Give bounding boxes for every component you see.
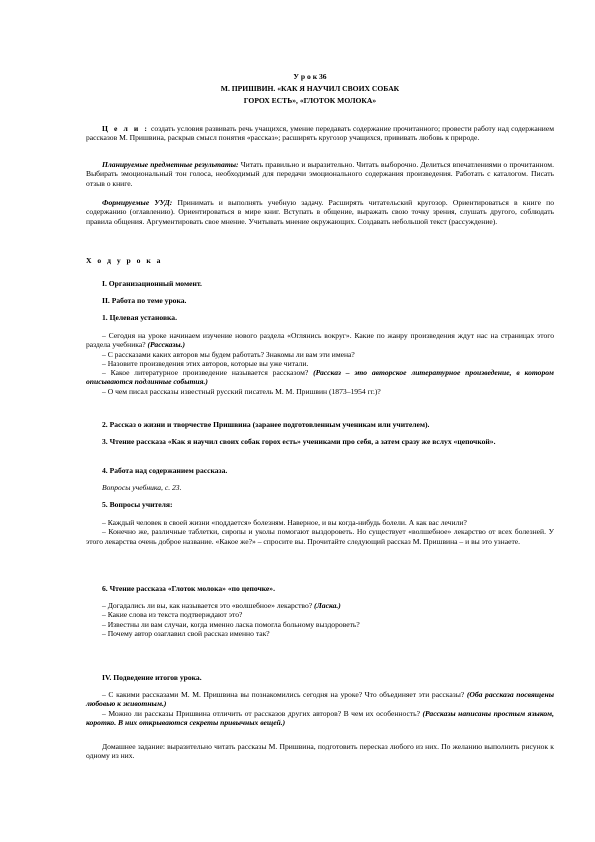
section-2-title: II. Работа по теме урока.: [102, 296, 187, 305]
section-1-title: I. Организационный момент.: [102, 279, 202, 288]
homework-paragraph: [86, 742, 554, 761]
para-1: – Сегодня на уроке начинаем изучение нового раздела «Оглянись вокруг». Какие по жанру произведения ждут нас на страницах этого раздела учебника?: [86, 331, 554, 350]
section-2-2: [86, 420, 554, 429]
goals-text: создать условия развивать речь учащихся, умение передавать содержание прочитанного; провести работу над содержанием рассказов М. Пришвина, раскрыв смысл понятия «рассказ»; расширять кругозор учащихся, прививать любовь к природе.: [86, 124, 554, 143]
textbook-questions: [86, 483, 554, 492]
question-5: – Известны ли вам случаи, когда именно ласка помогла больному выздороветь?: [102, 619, 360, 629]
section-2-4-title: 4. Работа над содержанием рассказа.: [102, 466, 228, 475]
question-2: – Конечно же, различные таблетки, сиропы и уколы помогают выздороветь. Но существует «волшебное» лекарство от всех болезней. У этого лекарства очень доброе название. «Какое же?» – спросите вы. Прочитайте следующий рассказ М. Пришвина – и вы это узнаете.: [86, 527, 554, 546]
section-1: [86, 279, 554, 288]
section-2-2-title: 2. Рассказ о жизни и творчестве Пришвина (заранее подготовленным ученикам или учителем).: [102, 420, 430, 429]
summary-questions: [86, 690, 554, 727]
section-2-5: [86, 500, 554, 509]
para-4: – Какое литературное произведение называется рассказом?: [102, 368, 309, 377]
para-5: – О чем писал рассказы известный русский писатель М. М. Пришвин (1873–1954 гг.)?: [102, 386, 381, 396]
reading-questions: [86, 601, 554, 638]
course-heading: [86, 256, 554, 265]
para-1-answer: (Рассказы.): [145, 340, 186, 350]
uud-text: Принимать и выполнять учебную задачу. Расширять читательский кругозор. Ориентироваться в книге по содержанию (оглавлению). Ориентироваться в мире книг. Вступать в общение, выражать свою точку зрения, слушать другого, соблюдать правила общения. Аргументировать свое мнение. Учитывать мнение окружающих. Создавать небольшой текст (рассуждение).: [86, 198, 554, 226]
section-2-6: [86, 584, 554, 593]
section-2-1: [86, 313, 554, 322]
planned-results-paragraph: [86, 160, 554, 188]
question-3-answer: (Ласка.): [312, 601, 341, 610]
question-4: – Какие слова из текста подтверждают это?: [102, 610, 243, 620]
section-2-6-title: 6. Чтение рассказа «Глоток молока» «по цепочке».: [102, 584, 275, 593]
lesson-title-line-1: М. ПРИШВИН. «КАК Я НАУЧИЛ СВОИХ СОБАК: [220, 84, 400, 93]
final-question-1: – С какими рассказами М. М. Пришвина вы познакомились сегодня на уроке? Что объединяет эти рассказы?: [102, 690, 465, 699]
target-paragraphs: [86, 331, 554, 396]
teacher-questions: [86, 518, 554, 546]
lesson-number: У р о к 36: [293, 72, 327, 81]
course-heading-text: Х о д у р о к а: [86, 256, 163, 265]
question-1: – Каждый человек в своей жизни «поддается» болезням. Наверное, и вы когда-нибудь болели. А как вас лечили?: [102, 518, 467, 527]
section-2-5-title: 5. Вопросы учителя:: [102, 500, 173, 509]
uud-label: Формируемые УУД:: [102, 198, 173, 207]
section-2-3-title: 3. Чтение рассказа «Как я научил своих собак горох есть» учениками про себя, а затем сразу же вслух «цепочкой».: [102, 437, 496, 446]
planned-label: Планируемые предметные результаты:: [102, 160, 239, 169]
goals-paragraph: [86, 124, 554, 143]
uud-paragraph: [86, 198, 554, 226]
para-2: – С рассказами каких авторов мы будем работать? Знакомы ли вам эти имена?: [102, 349, 355, 359]
final-question-2-answer: (Рассказы написаны простым языком, коротко. В них открываются секреты привычных вещей.): [86, 708, 554, 727]
question-6: – Почему автор озаглавил свой рассказ именно так?: [102, 628, 270, 638]
planned-text: Читать правильно и выразительно. Читать выборочно. Делиться впечатлениями о прочитанном. Выбирать эмоциональный тон голоса, необходимый для передачи эмоционального содержания произведения. Работать с каталогом. Писать отзыв о книге.: [86, 160, 554, 188]
para-3: – Назовите произведения этих авторов, которые вы уже читали.: [102, 358, 309, 368]
lesson-title-line-2: ГОРОХ ЕСТЬ», «ГЛОТОК МОЛОКА»: [243, 96, 377, 105]
section-2-4: [86, 466, 554, 475]
goals-label: Ц е л и :: [102, 124, 149, 133]
textbook-questions-text: Вопросы учебника, с. 23.: [102, 483, 182, 492]
section-4-title: IV. Подведение итогов урока.: [102, 673, 202, 682]
question-3: – Догадались ли вы, как называется это «волшебное» лекарство?: [102, 601, 313, 610]
section-2: [86, 296, 554, 305]
final-question-2: – Можно ли рассказы Пришвина отличить от рассказов других авторов? В чем их особенность?: [102, 708, 420, 718]
section-2-1-title: 1. Целевая установка.: [102, 313, 177, 322]
section-2-3: [86, 437, 554, 446]
homework-text: Домашнее задание: выразительно читать рассказы М. Пришвина, подготовить пересказ любого из них. По желанию выполнить рисунок к одному из них.: [86, 742, 554, 761]
para-4-answer: (Рассказ – это авторское литературное произведение, в котором описываются подлинные события.): [86, 368, 554, 387]
section-4: [86, 673, 554, 682]
final-question-1-answer: (Оба рассказа посвящены любовью к животным.): [86, 690, 554, 709]
